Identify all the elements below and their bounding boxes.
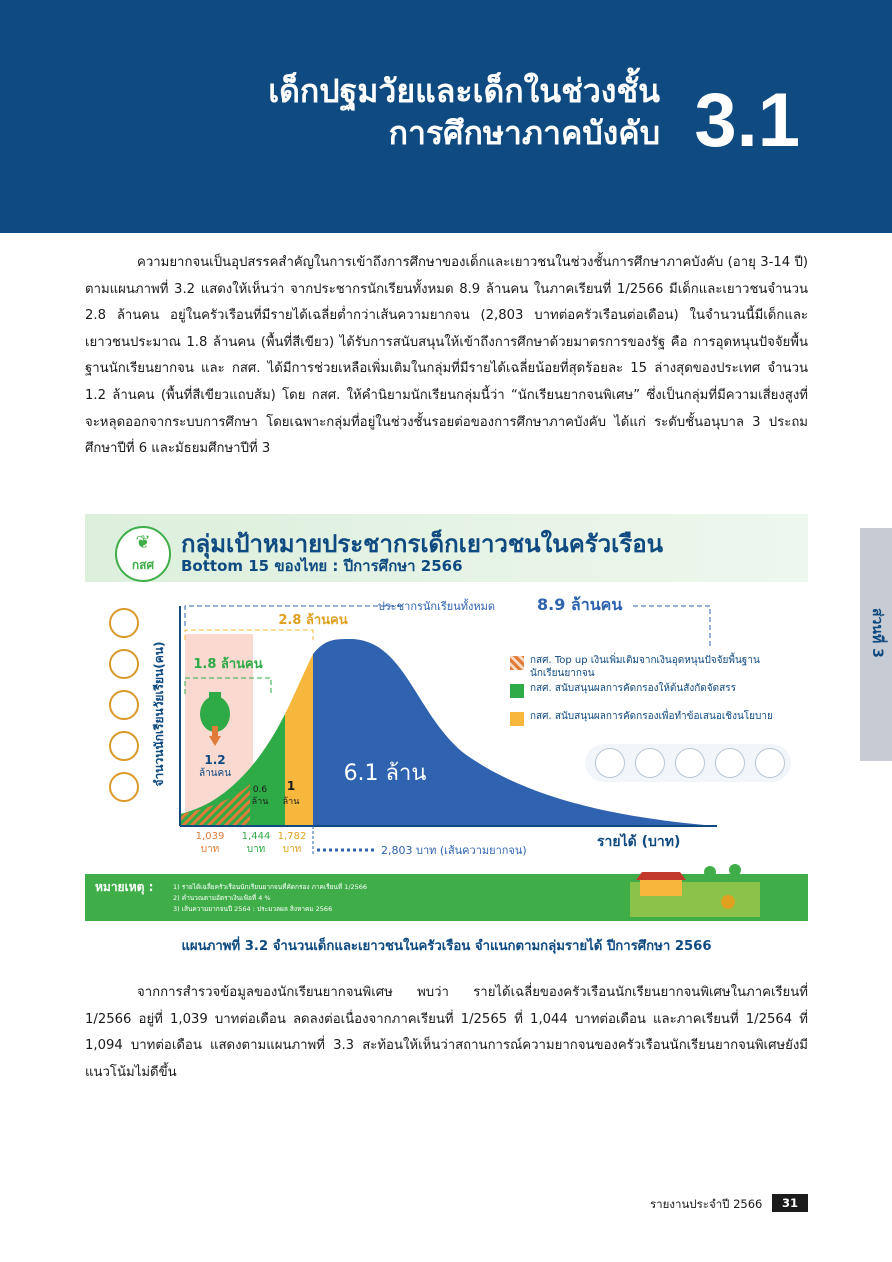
y-axis-label: จำนวนนักเรียนวัยเรียน(คน) <box>152 641 166 787</box>
section-title-line2: การศึกษาภาคบังคับ <box>388 114 660 152</box>
x-axis-label: รายได้ (บาท) <box>597 834 681 850</box>
label-0-6-num: 0.6 <box>252 785 268 795</box>
tick-1444: 1,444 <box>241 831 271 842</box>
section-title-line1: เด็กปฐมวัยและเด็กในช่วงชั้น <box>268 72 660 110</box>
tick-1782-unit: บาท <box>282 844 302 855</box>
infographic-title: กลุ่มเป้าหมายประชากรเด็กเยาวชนในครัวเรือน <box>181 530 664 558</box>
tick-1039: 1,039 <box>195 831 225 842</box>
label-1-unit: ล้าน <box>282 797 300 807</box>
side-tab <box>860 528 892 761</box>
notes-heading: หมายเหตุ : <box>95 880 154 894</box>
infographic-subtitle: Bottom 15 ของไทย : ปีการศึกษา 2566 <box>181 557 463 575</box>
body-paragraph-2: จากการสำรวจข้อมูลของนักเรียนยากจนพิเศษ พบว่า รายได้เฉลี่ยของครัวเรือนนักเรียนยากจนพิเศษในภาคเรียนที่ 1/2566 อยู่ที่ 1,039 บาทต่อเดือน ลดลงต่อเนื่องจากภาคเรียนที่ 1/2565 ที่ 1,044 บาทต่อเดือน และภาคเรียนที่ 1/2564 ที่ 1,094 บาทต่อเดือน แสดงตามแผนภาพที่ 3.3 สะท้อนให้เห็นว่าสถานการณ์ความยากจนของครัวเรือนนักเรียนยากจนพิเศษยังมีแนวโน้มไม่ดีขึ้น <box>85 985 808 1080</box>
label-1-2-unit: ล้านคน <box>198 768 232 779</box>
school-illustration-icon <box>630 862 760 917</box>
logo-leaf-icon: ❦ <box>135 532 151 553</box>
partner-logos <box>585 744 791 782</box>
tick-1039-unit: บาท <box>200 844 220 855</box>
label-6-1: 6.1 ล้าน <box>343 761 427 786</box>
page-header <box>0 0 892 233</box>
side-tab-label: ส่วนที่ 3 <box>869 608 885 658</box>
section-title <box>268 70 660 154</box>
note-item: 3) เส้นความยากจนปี 2564 : ประมวลผล สิงหาคม 2566 <box>173 905 333 913</box>
partner-logo-icon <box>715 748 745 778</box>
section-number: 3.1 <box>694 78 800 163</box>
partner-logo-icon <box>635 748 665 778</box>
tick-1782: 1,782 <box>277 831 307 842</box>
legend-label: กสศ. Top up เงินเพิ่มเติมจากเงินอุดหนุนปัจจัยพื้นฐานนักเรียนยากจน <box>530 655 760 679</box>
total-label: ประชากรนักเรียนทั้งหมด <box>377 600 495 613</box>
page-number: 31 <box>772 1194 808 1212</box>
legend-swatch-yellow <box>510 712 524 726</box>
legend-label: กสศ. สนับสนุนผลการคัดกรองเพื่อทำข้อเสนอเชิงนโยบาย <box>530 711 773 722</box>
legend-swatch-green <box>510 684 524 698</box>
logo-text: กสศ <box>131 558 155 572</box>
legend-swatch-hatched <box>510 656 524 670</box>
notes-list <box>173 882 367 915</box>
total-value: 8.9 ล้านคน <box>537 595 623 614</box>
footer-report-title: รายงานประจำปี 2566 <box>650 1197 763 1211</box>
tick-1444-unit: บาท <box>246 844 266 855</box>
legend-item <box>510 682 808 710</box>
partner-logo-icon <box>755 748 785 778</box>
legend-item <box>510 710 808 738</box>
partner-logo-icon <box>595 748 625 778</box>
label-1-8: 1.8 ล้านคน <box>193 657 263 672</box>
figure-caption: แผนภาพที่ 3.2 จำนวนเด็กและเยาวชนในครัวเรือน จำแนกตามกลุ่มรายได้ ปีการศึกษา 2566 <box>181 939 712 954</box>
partner-logo-icon <box>675 748 705 778</box>
label-1-num: 1 <box>286 779 296 793</box>
bracket-total-right <box>633 606 710 646</box>
body-paragraph-1: ความยากจนเป็นอุปสรรคสำคัญในการเข้าถึงการศึกษาของเด็กและเยาวชนในช่วงชั้นการศึกษาภาคบังคับ (อายุ 3-14 ปี) ตามแผนภาพที่ 3.2 แสดงให้เห็นว่า จากประชากรนักเรียนทั้งหมด 8.9 ล้านคน ในภาคเรียนที่ 1/2566 มีเด็กและเยาวชนจำนวน 2.8 ล้านคน อยู่ในครัวเรือนที่มีรายได้เฉลี่ยต่ำกว่าเส้นความยากจน (2,803 บาทต่อครัวเรือนต่อเดือน) ในจำนวนนี้มีเด็กและเยาวชนประมาณ 1.8 ล้านคน (พื้นที่สีเขียว) ได้รับการสนับสนุนให้เข้าถึงการศึกษาด้วยมาตรการของรัฐ คือ การอุดหนุนปัจจัยพื้นฐานนักเรียนยากจน และ กสศ. ได้มีการช่วยเหลือเพิ่มเติมในกลุ่มที่มีรายได้เฉลี่ยน้อยที่สุดร้อยละ 15 ล่างสุดของประเทศ จำนวน 1.2 ล้านคน (พื้นที่สีเขียวแถบส้ม) โดย กสศ. ให้คำนิยามนักเรียนกลุ่มนี้ว่า “นักเรียนยากจนพิเศษ” ซึ่งเป็นกลุ่มที่มีความเสี่ยงสูงที่จะหลุดออกจากระบบการศึกษา โดยเฉพาะกลุ่มที่อยู่ในช่วงชั้นรอยต่อของการศึกษาภาคบังคับ ได้แก่ ระดับชั้นอนุบาล 3 ประถมศึกษาปีที่ 6 และมัธยมศึกษาปีที่ 3 <box>85 255 808 457</box>
label-1-2-num: 1.2 <box>204 753 226 767</box>
poverty-line-label: 2,803 บาท (เส้นความยากจน) <box>381 844 527 857</box>
infographic <box>85 514 808 921</box>
label-2-8: 2.8 ล้านคน <box>278 613 348 628</box>
note-item: 2) คำนวณตามอัตราเงินเฟ้อที่ 4 % <box>173 894 271 902</box>
legend-item <box>510 654 808 682</box>
note-item: 1) รายได้เฉลี่ยครัวเรือนนักเรียนยากจนที่คัดกรอง ภาคเรียนที่ 1/2566 <box>173 883 368 891</box>
label-0-6-unit: ล้าน <box>251 797 269 807</box>
chart-legend <box>510 654 808 738</box>
legend-label: กสศ. สนับสนุนผลการคัดกรองให้ต้นสังกัดจัดสรร <box>530 683 736 694</box>
